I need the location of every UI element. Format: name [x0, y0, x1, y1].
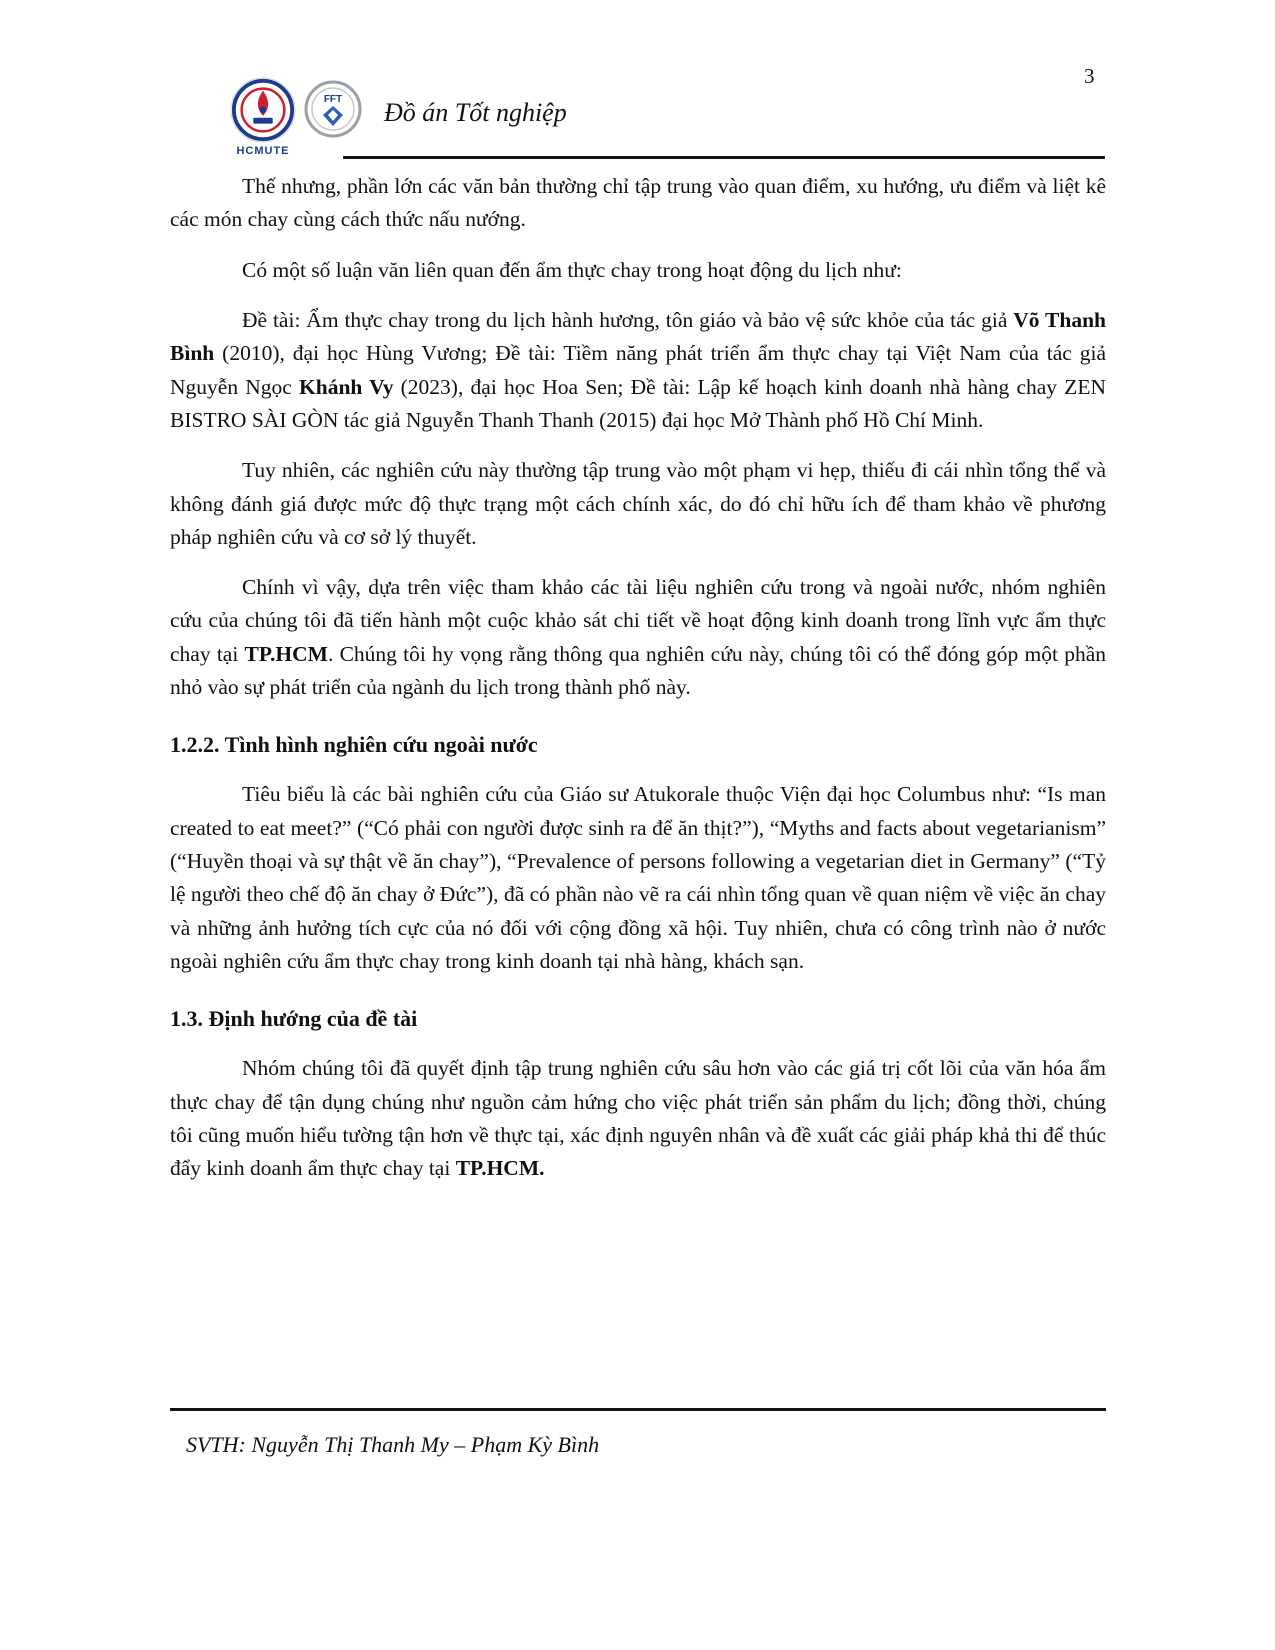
- text-run: (2010), đại học Hùng Vương; Đề tài: Tiềm năng phát triển ẩm thực chay tại Việt Nam của tác giả Nguyễn Ngọc: [170, 341, 1106, 399]
- fft-logo: [296, 80, 370, 138]
- text-run: Có một số luận văn liên quan đến ẩm thực chay trong hoạt động du lịch như:: [242, 257, 902, 282]
- paragraph: [170, 304, 1106, 437]
- paragraph: [170, 254, 1106, 287]
- text-run-bold: TP.HCM.: [455, 1156, 545, 1181]
- text-run: . Chúng tôi hy vọng rằng thông qua nghiên cứu này, chúng tôi có thể đóng góp một phần nhỏ vào sự phát triển của ngành du lịch trong thành phố này.: [170, 641, 1107, 700]
- text-run: Nhóm chúng tôi đã quyết định tập trung nghiên cứu sâu hơn vào các giá trị cốt lõi của văn hóa ẩm thực chay để tận dụng chúng như nguồn cảm hứng cho việc phát triển sản phẩm du lịch; đồng thời, chúng tôi cũng muốn hiểu tường tận hơn về thực tại, xác định nguyên nhân và đề xuất các giải pháp khả thi để thúc đẩy kinh doanh ẩm thực chay tại: [170, 1056, 1106, 1181]
- hcmute-logo: [226, 76, 300, 157]
- text-run-bold: Võ Thanh Bình: [170, 307, 1107, 366]
- footer-author: SVTH: Nguyễn Thị Thanh My – Phạm Kỳ Bình: [186, 1432, 600, 1457]
- text-run: (2023), đại học Hoa Sen; Đề tài: Lập kế hoạch kinh doanh nhà hàng chay ZEN BISTRO SÀI GÒN tác giả Nguyễn Thanh Thanh (2015) đại học Mở Thành phố Hồ Chí Minh.: [170, 374, 1107, 432]
- header-divider: [343, 156, 1105, 159]
- paragraph: [170, 454, 1106, 554]
- fft-logo-label: FFT: [323, 94, 343, 105]
- page-number: 3: [1084, 64, 1095, 88]
- text-run: Tiêu biểu là các bài nghiên cứu của Giáo sư Atukorale thuộc Viện đại học Columbus như: “Is man created to eat meet?” (“Có phải con người được sinh ra để ăn thịt?”), “Myths and facts about vegetarianism” (“Huyền thoại và sự thật về ăn chay”), “Prevalence of persons following a vegetarian diet in Germany” (“Tỷ lệ người theo chế độ ăn chay ở Đức”), đã có phần nào vẽ ra cái nhìn tổng quan về quan niệm về việc ăn chay và những ảnh hưởng tích cực của nó đối với cộng đồng xã hội. Tuy nhiên, chưa có công trình nào ở nước ngoài nghiên cứu ẩm thực chay trong kinh doanh tại nhà hàng, khách sạn.: [170, 782, 1106, 974]
- page-header: [226, 76, 567, 157]
- text-run: Chính vì vậy, dựa trên việc tham khảo các tài liệu nghiên cứu trong và ngoài nước, nhóm nghiên cứu của chúng tôi đã tiến hành một cuộc khảo sát chi tiết về hoạt động kinh doanh trong lĩnh vực ẩm thực chay tại: [170, 575, 1106, 666]
- text-run-bold: TP.HCM: [244, 641, 328, 666]
- document-title: Đồ án Tốt nghiệp: [384, 98, 567, 127]
- text-run-bold: 1.2.2. Tình hình nghiên cứu ngoài nước: [170, 732, 538, 758]
- text-run-bold: 1.3. Định hướng của đề tài: [170, 1006, 418, 1032]
- hcmute-logo-label: HCMUTE: [236, 145, 290, 157]
- paragraph: [170, 778, 1106, 978]
- paragraph: [170, 170, 1106, 237]
- text-run-bold: Khánh Vy: [299, 374, 394, 399]
- section-heading: [170, 728, 1106, 762]
- fft-logo-icon: [304, 80, 362, 138]
- paragraph: [170, 571, 1106, 704]
- text-run: Thế nhưng, phần lớn các văn bản thường chỉ tập trung vào quan điểm, xu hướng, ưu điểm và liệt kê các món chay cùng cách thức nấu nướng.: [170, 174, 1106, 232]
- hcmute-logo-icon: [229, 76, 297, 144]
- document-body: [170, 170, 1106, 1203]
- text-run: Tuy nhiên, các nghiên cứu này thường tập trung vào một phạm vi hẹp, thiếu đi cái nhìn tổng thể và không đánh giá được mức độ thực trạng một cách chính xác, do đó chỉ hữu ích để tham khảo về phương pháp nghiên cứu và cơ sở lý thuyết.: [170, 458, 1106, 549]
- footer-divider: [170, 1408, 1106, 1411]
- paragraph: [170, 1052, 1106, 1185]
- section-heading: [170, 1002, 1106, 1036]
- text-run: Đề tài: Ẩm thực chay trong du lịch hành hương, tôn giáo và bảo vệ sức khỏe của tác giả: [242, 307, 1014, 332]
